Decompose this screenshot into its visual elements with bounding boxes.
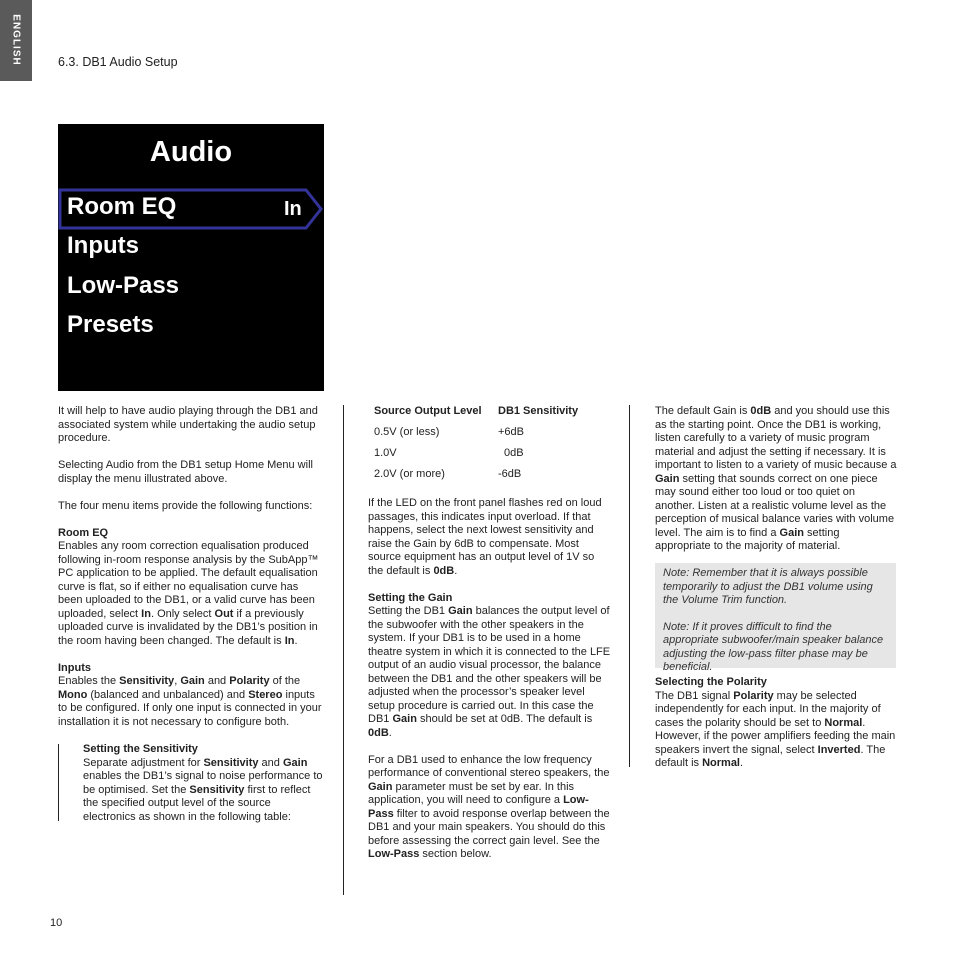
inputs-paragraph: Enables the Sensitivity, Gain and Polarity of the Mono (balanced and unbalanced) and Stereo inputs to be configured. If only one input is connected in your installation it is not necessary to configure both. <box>58 675 322 728</box>
table-cell: 2.0V (or more) <box>374 468 445 480</box>
menu-item-room-eq[interactable]: Room EQ <box>67 193 177 220</box>
table-header-row <box>368 405 578 426</box>
screen-title: Audio <box>149 136 233 168</box>
menu-item-low-pass[interactable]: Low-Pass <box>67 272 180 299</box>
table-cell: 0.5V (or less) <box>374 426 440 438</box>
stereo-paragraph: For a DB1 used to enhance the low frequency performance of conventional stereo speakers, the Gain parameter must be set by ear. In this application, you will need to configure a Low-Pass filter to avoid response overlap between the DB1 and your main speakers. You should do this before assessing the correct gain level. See the Low-Pass section below. <box>368 753 610 860</box>
column-2-rule <box>343 405 344 895</box>
note-phase: Note: If it proves difficult to find the appropriate subwoofer/main speaker balance adjusting the low-pass filter phase may be beneficial. <box>663 620 884 673</box>
sensitivity-heading: Setting the Sensitivity <box>83 743 198 755</box>
page-number: 10 <box>50 917 63 929</box>
functions-intro-paragraph: The four menu items provide the following functions: <box>58 499 313 512</box>
sensitivity-table <box>368 405 578 489</box>
polarity-heading: Selecting the Polarity <box>655 676 767 688</box>
note-box <box>655 563 896 673</box>
column-2 <box>368 405 612 875</box>
table-row <box>368 468 578 489</box>
table-cell: 1.0V <box>374 447 397 459</box>
language-tab-label: ENGLISH <box>10 14 22 66</box>
table-row <box>368 447 578 468</box>
menu-item-presets[interactable]: Presets <box>67 311 154 338</box>
language-tab <box>0 0 32 81</box>
column-3 <box>655 405 897 567</box>
column-1 <box>58 405 324 743</box>
menu-description-paragraph: Selecting Audio from the DB1 setup Home Menu will display the menu illustrated above. <box>58 459 313 485</box>
polarity-block <box>655 676 897 784</box>
sensitivity-rule <box>58 744 59 821</box>
intro-paragraph: It will help to have audio playing through the DB1 and associated system while undertaking the audio setup procedure. <box>58 405 318 444</box>
table-header-source: Source Output Level <box>374 405 482 417</box>
table-row <box>368 426 578 447</box>
menu-item-room-eq-value: In <box>284 198 302 220</box>
gain-paragraph: Setting the DB1 Gain balances the output level of the subwoofer with the other speakers in the system. If your DB1 is to be used in a home theatre system in which it is connected to the LFE output of an audio visual processor, the balance between the DB1 and the other speakers will be adjusted when the processor’s speaker level setup procedure is carried out. In this case the DB1 Gain should be set at 0dB. The default is 0dB. <box>368 605 611 739</box>
note-volume-trim: Note: Remember that it is always possible temporarily to adjust the DB1 volume using the Volume Trim function. <box>663 567 873 606</box>
audio-menu-screen <box>58 124 324 391</box>
led-paragraph: If the LED on the front panel flashes red on loud passages, this indicates input overload. If that happens, select the next lowest sensitivity and raise the Gain by 6dB to compensate. Most source equipment has an output level of 1V so the default is 0dB. <box>368 497 602 577</box>
room-eq-paragraph: Enables any room correction equalisation produced following in-room response analysis by the SubApp™ PC application to be applied. The default equalisation curve is flat, so if either no equalisation curve has been uploaded to the DB1, or a valid curve has been uploaded, select In. Only select Out if a previously uploaded curve is invalidated by the DB1’s position in the room having been changed. The default is In. <box>58 540 319 647</box>
table-cell: +6dB <box>498 426 524 438</box>
sensitivity-block <box>83 743 324 838</box>
default-gain-paragraph: The default Gain is 0dB and you should use this as the starting point. Once the DB1 is working, listen carefully to a variety of music program material and adjust the setting if necessary. It is important to listen to a variety of music because a Gain setting that sounds correct on one piece may sound either too loud or too quiet on another. Listen at a realistic volume level as the perception of musical balance varies with volume level. The aim is to find a Gain setting appropriate to the majority of material. <box>655 405 897 552</box>
table-header-sensitivity: DB1 Sensitivity <box>498 405 579 417</box>
table-cell: 0dB <box>504 447 524 459</box>
section-title: 6.3. DB1 Audio Setup <box>58 55 178 69</box>
inputs-heading: Inputs <box>58 661 91 674</box>
table-cell: -6dB <box>498 468 522 480</box>
room-eq-heading: Room EQ <box>58 526 109 539</box>
menu-item-inputs[interactable]: Inputs <box>67 232 139 259</box>
sensitivity-paragraph: Separate adjustment for Sensitivity and Gain enables the DB1’s signal to noise performance to be optimised. Set the Sensitivity first to reflect the specified output level of the source electronics as shown in the following table: <box>83 756 323 823</box>
polarity-paragraph: The DB1 signal Polarity may be selected independently for each input. In the majority of cases the polarity should be set to Normal. However, if the power amplifiers feeding the main speakers invert the signal, select Inverted. The default is Normal. <box>655 689 896 769</box>
column-3-rule <box>629 405 630 767</box>
gain-heading: Setting the Gain <box>368 591 453 604</box>
